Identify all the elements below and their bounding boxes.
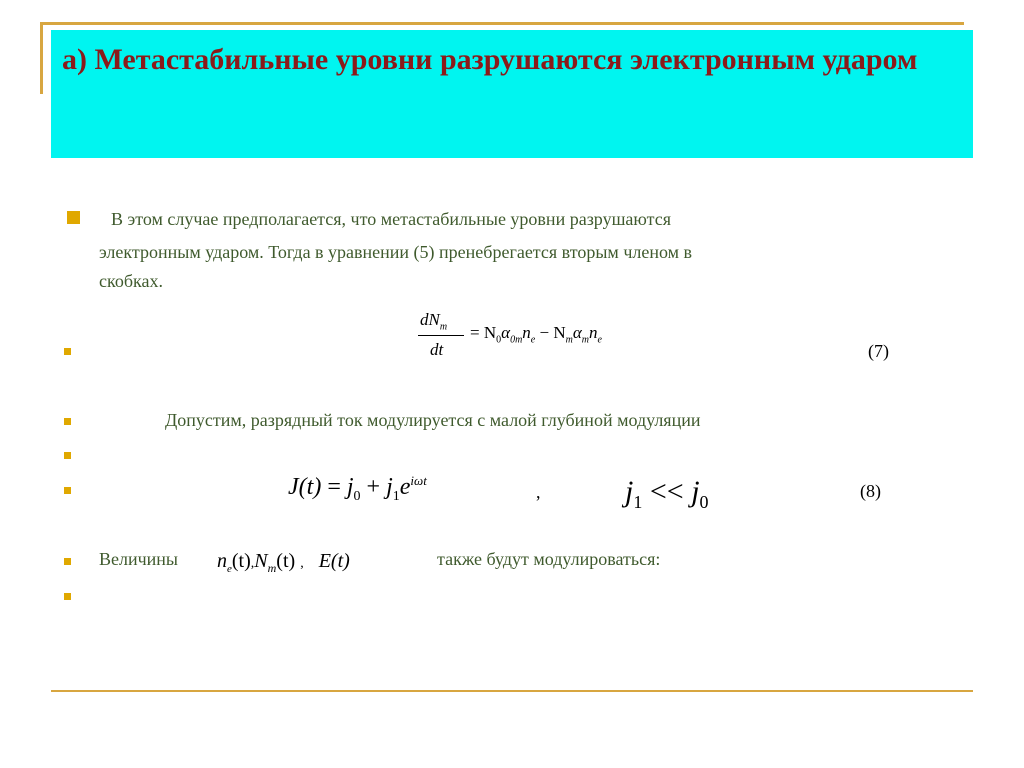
- bullet-marker-4: [64, 452, 71, 459]
- eq8-exp: e: [399, 474, 411, 500]
- eq8-lhs: J(t): [288, 474, 322, 500]
- eq8-body: [288, 473, 427, 505]
- eq8-condition: [625, 475, 709, 513]
- bullet-marker-5: [64, 487, 71, 494]
- eq7-fraction-bar: [418, 335, 464, 336]
- eq8-exp-sup: iωt: [410, 473, 427, 488]
- eq7-rhs-ne2-sub: e: [597, 334, 602, 346]
- eq7-rhs-alpha: α: [501, 323, 511, 342]
- paragraph-quantities-tail: также будут модулироваться:: [437, 549, 661, 569]
- eq7-rhs-nm: − N: [539, 323, 566, 342]
- eq7-rhs: [470, 323, 602, 345]
- eq7-rhs-alpham: α: [572, 323, 582, 342]
- eq8-comma: ,: [536, 482, 541, 502]
- bullet-marker-6: [64, 558, 71, 565]
- eq8-j1-sub: 1: [392, 488, 400, 504]
- equation-8-number: (8): [860, 481, 881, 501]
- bullet-marker-7: [64, 593, 71, 600]
- cond-j0: j: [691, 475, 700, 508]
- cond-j1-sub: 1: [633, 492, 643, 512]
- eq7-rhs-ne: n: [522, 323, 531, 342]
- eq7-rhs-ne2: n: [589, 323, 598, 342]
- eq8-j0-sub: 0: [353, 488, 361, 504]
- eq7-rhs-n0: = N: [470, 323, 497, 342]
- eq7-numerator: [420, 310, 447, 332]
- q-ne-arg: (t): [231, 550, 251, 572]
- eq7-rhs-n0-sub: 0: [496, 334, 502, 346]
- paragraph-quantities-lead: Величины: [99, 549, 179, 569]
- bullet-marker-2: [64, 348, 71, 355]
- eq8-plus: +: [366, 474, 381, 500]
- paragraph-line-1: В этом случае предполагается, что метастабильные уровни разрушаются: [111, 209, 671, 229]
- eq7-rhs-alpham-sub: m: [581, 334, 590, 346]
- paragraph-modulation: Допустим, разрядный ток модулируется с малой глубиной модуляции: [165, 410, 701, 430]
- cond-much-less: <<: [649, 475, 684, 508]
- eq7-numer-text: dN: [420, 310, 440, 329]
- bullet-marker-1: [67, 211, 80, 224]
- equation-7-number: (7): [868, 341, 889, 361]
- q-nm-sub: m: [267, 561, 277, 575]
- eq7-rhs-alpha-sub: 0m: [510, 334, 523, 346]
- eq8-j1: j: [386, 474, 393, 500]
- top-accent-line: [40, 22, 964, 25]
- q-nm-arg: (t): [276, 550, 296, 572]
- eq7-numer-sub: m: [439, 321, 448, 333]
- q-ne: n: [217, 550, 227, 572]
- eq7-rhs-nm-sub: m: [565, 334, 573, 346]
- q-nm: N: [254, 550, 268, 572]
- bullet-marker-3: [64, 418, 71, 425]
- eq7-denominator: dt: [430, 340, 444, 359]
- paragraph-line-3: скобках.: [99, 271, 163, 291]
- cond-j0-sub: 0: [699, 492, 709, 512]
- paragraph-line-2: электронным ударом. Тогда в уравнении (5) пренебрегается вторым членом в: [99, 242, 693, 262]
- slide-title: а) Метастабильные уровни разрушаются электронным ударом: [62, 43, 918, 76]
- q-comma-2: ,: [300, 556, 304, 571]
- q-comma-1: ,: [250, 556, 255, 571]
- eq7-rhs-ne-sub: e: [530, 334, 536, 346]
- eq8-equals: =: [327, 474, 341, 500]
- q-e: E(t): [318, 550, 350, 572]
- bottom-accent-line: [51, 690, 973, 692]
- eq8-j0: j: [346, 474, 354, 500]
- quantities-formula: [217, 550, 350, 576]
- cond-j1: j: [625, 475, 634, 508]
- q-ne-sub: e: [227, 563, 232, 575]
- left-accent-line: [40, 22, 43, 94]
